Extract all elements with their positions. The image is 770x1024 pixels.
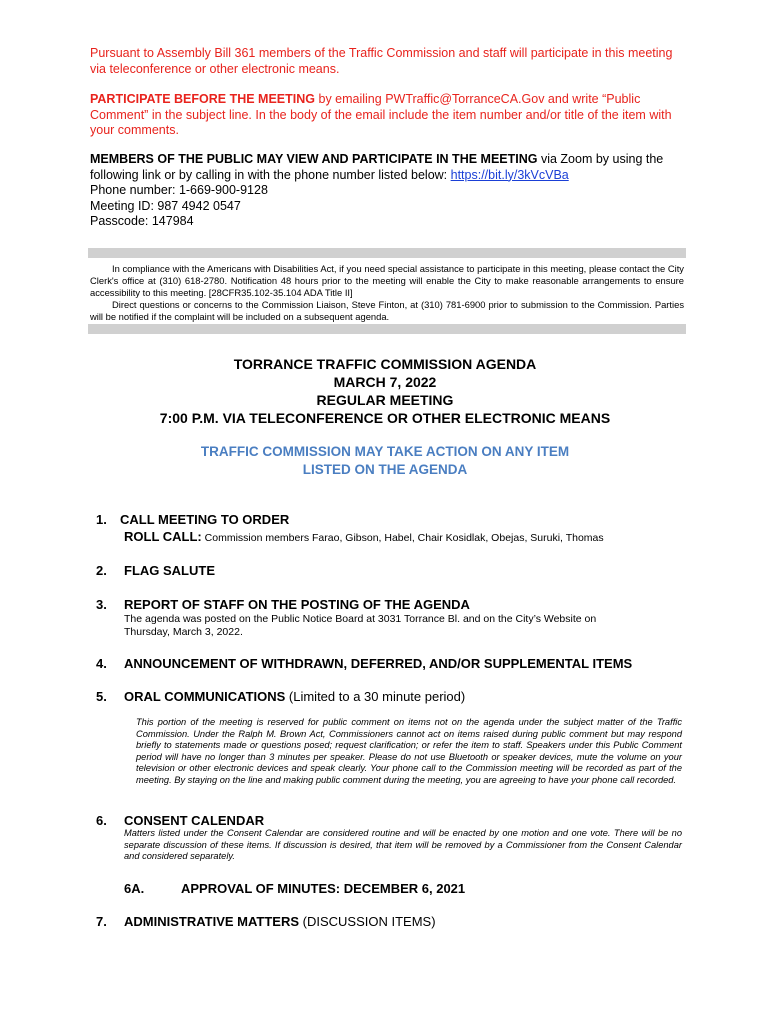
- item-6a-number: 6A.: [124, 881, 145, 896]
- item-7-heading: ADMINISTRATIVE MATTERS: [124, 914, 300, 929]
- item-6-heading: CONSENT CALENDAR: [124, 813, 265, 828]
- passcode: Passcode: 147984: [90, 214, 194, 228]
- intro-line-1: Pursuant to Assembly Bill 361 members of the Traffic Commission and staff will participate in this meeting: [90, 46, 673, 60]
- ada-notice: [90, 263, 684, 323]
- phone-number: Phone number: 1-669-900-9128: [90, 183, 268, 197]
- intro-notice: [90, 46, 690, 77]
- subtitle-line-2: LISTED ON THE AGENDA: [302, 461, 468, 477]
- item-5-heading-note: (Limited to a 30 minute period): [285, 689, 466, 704]
- title-line-1: TORRANCE TRAFFIC COMMISSION AGENDA: [233, 356, 537, 372]
- title-line-3: REGULAR MEETING: [316, 392, 454, 408]
- item-3-heading: REPORT OF STAFF ON THE POSTING OF THE AGENDA: [124, 597, 470, 612]
- divider-top: [88, 248, 686, 258]
- item-7-number: 7.: [96, 914, 107, 929]
- item-1-heading: CALL MEETING TO ORDER: [120, 512, 290, 527]
- item-6a-heading: APPROVAL OF MINUTES: DECEMBER 6, 2021: [181, 881, 466, 896]
- ada-paragraph: In compliance with the Americans with Disabilities Act, if you need special assistance to participate in this meeting, please contact the City Clerk's office at (310) 618-2780. Notification 48 hours prior to the meeting will enable the City to make reasonable arrangements to ensure accessibility to this meeting. [28CFR35.102-35.104 ADA Title II]: [90, 263, 684, 298]
- item-3-number: 3.: [96, 597, 107, 612]
- intro-line-2: via teleconference or other electronic means.: [90, 61, 340, 76]
- members-notice: [90, 152, 690, 230]
- roll-call-members: Commission members Farao, Gibson, Habel, Chair Kosidlak, Obejas, Suruki, Thomas: [201, 532, 604, 544]
- zoom-link[interactable]: https://bit.ly/3kVcVBa: [450, 167, 569, 182]
- participate-label: PARTICIPATE BEFORE THE MEETING: [90, 92, 316, 106]
- agenda-subtitle: [0, 443, 770, 478]
- item-5-heading: ORAL COMMUNICATIONS: [124, 689, 286, 704]
- item-6-number: 6.: [96, 813, 107, 828]
- agenda-title: [0, 355, 770, 427]
- item-3-body: [124, 613, 684, 639]
- item-2-heading: FLAG SALUTE: [124, 563, 215, 578]
- item-5-number: 5.: [96, 689, 107, 704]
- item-5-body: This portion of the meeting is reserved for public comment on items not on the agenda under the subject matter of the Traffic Commission. Under the Ralph M. Brown Act, Commissioners cannot act on items raised during public comment but may respond briefly to statements made or questions posed; request clarification; or refer the item to staff. Speakers under this Public Comment period will have no longer than 3 minutes per speaker. Please do not use Bluetooth or speaker devices, mute the volume on your television or other electronic devices and speak clearly. Your phone call to the Commission meeting will be recorded as part of the meeting. By staying on the line and making public comment during the meeting, you are agreeing to have your phone call recorded.: [136, 717, 682, 785]
- participate-line-3: your comments.: [90, 123, 179, 137]
- item-4-number: 4.: [96, 656, 107, 671]
- item-3-line-2: Thursday, March 3, 2022.: [124, 626, 243, 638]
- participate-line-1: by emailing PWTraffic@TorranceCA.Gov and write “Public: [315, 92, 641, 106]
- participate-notice: [90, 92, 690, 139]
- participate-line-2: Comment” in the subject line. In the body of the email include the item number and/or title of the item with: [90, 107, 672, 122]
- item-5-heading-row: [124, 689, 465, 704]
- item-3-line-1: The agenda was posted on the Public Notice Board at 3031 Torrance Bl. and on the City’s Website on: [124, 613, 597, 625]
- item-4-heading: ANNOUNCEMENT OF WITHDRAWN, DEFERRED, AND/OR SUPPLEMENTAL ITEMS: [124, 656, 633, 671]
- title-line-2: MARCH 7, 2022: [333, 374, 437, 390]
- meeting-id: Meeting ID: 987 4942 0547: [90, 198, 241, 213]
- members-line-1: via Zoom by using the: [537, 152, 664, 166]
- subtitle-line-1: TRAFFIC COMMISSION MAY TAKE ACTION ON ANY ITEM: [200, 444, 570, 459]
- item-6-body: Matters listed under the Consent Calendar are considered routine and will be enacted by one motion and one vote. There will be no separate discussion of these items. If discussion is desired, that item will be removed by a Commissioner from the Consent Calendar and considered separately.: [124, 828, 682, 862]
- roll-call: [124, 529, 604, 545]
- item-2-number: 2.: [96, 563, 107, 578]
- item-1-number: 1.: [96, 512, 107, 527]
- roll-call-label: ROLL CALL:: [124, 529, 202, 544]
- members-label: MEMBERS OF THE PUBLIC MAY VIEW AND PARTICIPATE IN THE MEETING: [90, 152, 538, 166]
- divider-bottom: [88, 324, 686, 334]
- item-7-heading-note: (DISCUSSION ITEMS): [299, 914, 436, 929]
- title-line-4: 7:00 P.M. VIA TELECONFERENCE OR OTHER ELECTRONIC MEANS: [159, 410, 611, 426]
- liaison-paragraph: Direct questions or concerns to the Commission Liaison, Steve Finton, at (310) 781-6900 prior to submission to the Commission. Parties will be notified if the complaint will be included on a subsequent agenda.: [90, 299, 684, 322]
- members-line-2: following link or by calling in with the phone number listed below:: [90, 167, 451, 182]
- item-7-heading-row: [124, 914, 436, 929]
